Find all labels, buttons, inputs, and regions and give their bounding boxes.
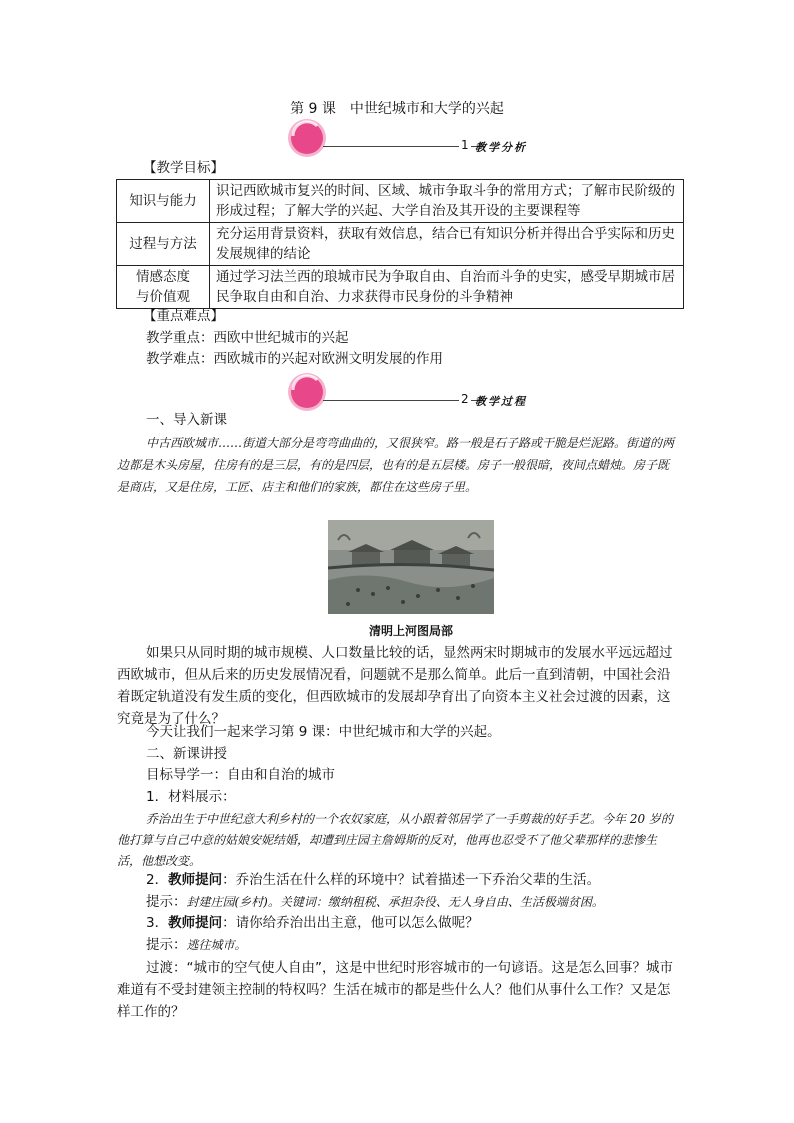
quote-paragraph: 乔治出生于中世纪意大利乡村的一个农奴家庭，从小跟着邻居学了一手剪裁的好手艺。今年 20 岁的他打算与自己中意的姑娘安妮结婚，却遭到庄园主詹姆斯的反对，他再也忍受不了他父辈那样的悲惨生活，他想改变。	[117, 812, 673, 868]
question-line	[146, 913, 479, 933]
objective-key: 过程与方法	[117, 223, 210, 266]
key-point: 教学重点：西欧中世纪城市的兴起	[146, 330, 349, 346]
section-circle-icon	[287, 118, 327, 158]
section-header-process	[287, 372, 547, 412]
quote-paragraph: 中古西欧城市……街道大部分是弯弯曲曲的，又很狭窄。路一般是石子路或干脆是烂泥路。街道的两边都是木头房屋，住房有的是三层，有的是四层，也有的是五层楼。房子一般很暗，夜间点蜡烛。房子既是商店，又是住房，工匠、店主和他们的家族，都住在这些房子里。	[117, 436, 675, 494]
step-number: 3．	[146, 915, 169, 931]
objective-value: 识记西欧城市复兴的时间、区域、城市争取斗争的常用方式；了解市民阶级的形成过程；了解大学的兴起、大学自治及其开设的主要课程等	[210, 180, 684, 223]
section-number: 1	[461, 138, 469, 152]
step-label: 1．材料展示：	[146, 789, 236, 805]
question-line	[146, 870, 600, 890]
objective-value: 通过学习法兰西的琅城市民为争取自由、自治而斗争的史实，感受早期城市居民争取自由和自治、力求获得市民身份的斗争精神	[210, 266, 684, 309]
transition-paragraph: 过渡：“城市的空气使人自由”，这是中世纪时形容城市的一句谚语。这是怎么回事？城市难道有不受封建领主控制的特权吗？生活在城市的都是些什么人？他们从事什么工作？又是怎样工作的？	[117, 960, 673, 1020]
step-number: 2．	[146, 872, 169, 888]
image-caption: 清明上河图局部	[368, 624, 453, 638]
intro-paragraph: 如果只从同时期的城市规模、人口数量比较的话，显然两宋时期城市的发展水平远远超过西欧城市，但从后来的历史发展情况看，问题就不是那么简单。此后一直到清朝，中国社会沿着既定轨道没有发生质的变化，但西欧城市的发展却孕育出了向资本主义社会过渡的因素，这究竟是为了什么？	[117, 645, 673, 727]
table-row	[117, 223, 684, 266]
section-circle-icon	[287, 372, 327, 412]
part-heading: 二、新课讲授	[146, 746, 227, 762]
objective-key-line: 情感态度	[136, 269, 190, 285]
hint-line	[146, 935, 247, 955]
objective-value: 充分运用背景资料，获取有效信息，结合已有知识分析并得出合乎实际和历史发展规律的结论	[210, 223, 684, 266]
keypoints-heading: 【重点难点】	[143, 308, 224, 324]
table-row	[117, 180, 684, 223]
hint-label: 提示：	[146, 894, 187, 910]
difficulty-point: 教学难点：西欧城市的兴起对欧洲文明发展的作用	[146, 351, 443, 367]
question-text: ：乔治生活在什么样的环境中？试着描述一下乔治父辈的生活。	[222, 872, 601, 888]
painting-image	[328, 520, 494, 614]
table-row	[117, 266, 684, 309]
hint-label: 提示：	[146, 937, 187, 953]
objectives-table	[116, 179, 684, 309]
section-number: 2	[461, 392, 469, 406]
objective-key-line: 与价值观	[136, 289, 190, 305]
objectives-heading: 【教学目标】	[143, 160, 224, 176]
hint-text: 逃往城市。	[186, 938, 247, 952]
today-paragraph: 今天让我们一起来学习第 9 课：中世纪城市和大学的兴起。	[146, 724, 501, 740]
teacher-question-label: 教师提问	[168, 915, 223, 931]
part-heading: 一、导入新课	[146, 412, 227, 428]
question-text: ：请你给乔治出出主意，他可以怎么做呢？	[222, 915, 479, 931]
goal-heading: 目标导学一：自由和自治的城市	[146, 767, 335, 783]
page-title: 第 9 课 中世纪城市和大学的兴起	[290, 101, 504, 117]
hint-text: 封建庄园(乡村)。关键词：缴纳租税、承担杂役、无人身自由、生活极端贫困。	[186, 895, 604, 909]
section-label: 教学过程	[475, 395, 527, 408]
section-header-analysis	[287, 118, 547, 158]
teacher-question-label: 教师提问	[168, 872, 223, 888]
hint-line	[146, 892, 604, 912]
section-label: 教学分析	[475, 141, 527, 154]
objective-key: 知识与能力	[117, 180, 210, 223]
objective-key	[117, 266, 210, 309]
